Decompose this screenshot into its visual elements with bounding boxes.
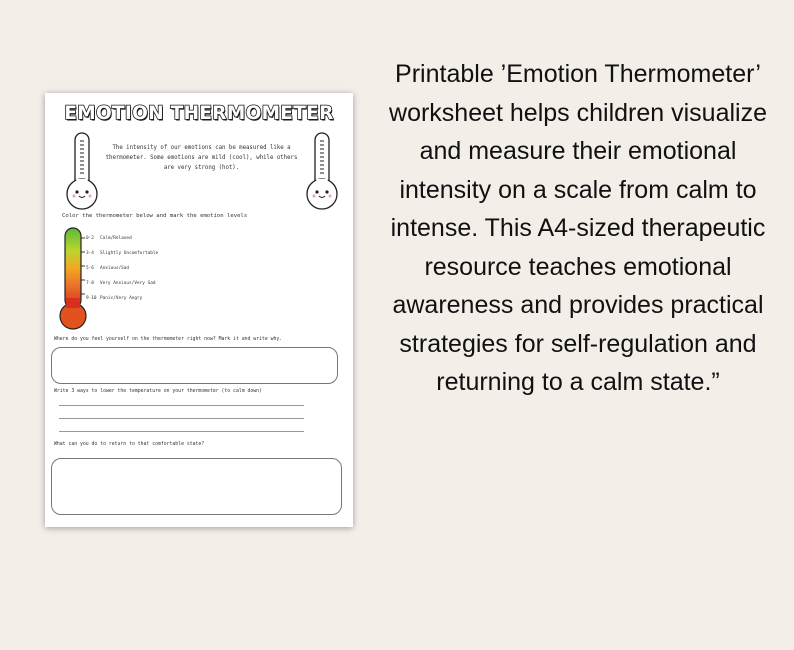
left-thermometer-icon — [62, 131, 102, 211]
intro-text: The intensity of our emotions can be measured like a thermometer. Some emotions are mild (cool), while others are very strong (hot). — [105, 145, 298, 171]
right-thermometer-icon — [302, 131, 342, 211]
answer-box-current-feeling[interactable] — [51, 347, 338, 384]
question-current-feeling: Where do you feel yourself on the thermometer right now? Mark it and write why. — [54, 337, 283, 342]
answer-line-2[interactable] — [59, 418, 304, 419]
level-item — [86, 296, 142, 301]
level-label: Panic/Very Angry — [100, 296, 143, 301]
level-label: Very Anxious/Very Sad — [100, 281, 156, 286]
level-range: 7-8 — [86, 281, 94, 286]
worksheet-preview — [45, 93, 353, 527]
question-calm-down-ways: Write 3 ways to lower the temperature on your thermometer (to calm down) — [54, 389, 262, 394]
level-label: Slightly Uncomfortable — [100, 251, 159, 256]
level-range: 0-2 — [86, 236, 94, 241]
level-label: Anxious/Sad — [100, 266, 130, 271]
level-range: 5-6 — [86, 266, 94, 271]
answer-line-1[interactable] — [59, 405, 304, 406]
answer-box-comfortable-state[interactable] — [51, 458, 342, 515]
coloring-instruction: Color the thermometer below and mark the emotion levels — [62, 213, 248, 219]
level-range: 9-10 — [86, 296, 97, 301]
worksheet-title: EMOTION THERMOMETER — [64, 103, 334, 124]
colored-thermometer — [58, 226, 88, 334]
question-comfortable-state: What can you do to return to that comfortable state? — [54, 442, 205, 447]
level-item — [86, 281, 156, 286]
level-label: Calm/Relaxed — [100, 236, 132, 241]
level-item — [86, 266, 129, 271]
level-item — [86, 251, 158, 256]
answer-line-3[interactable] — [59, 431, 304, 432]
level-range: 3-4 — [86, 251, 94, 256]
level-item — [86, 236, 132, 241]
product-description: Printable ’Emotion Thermometer’ worksheet helps children visualize and measure their emotional intensity on a scale from calm to intense. This A4-sized therapeutic resource teaches emotional awareness and provides practical strategies for self-regulation and returning to a calm state.” — [389, 60, 767, 396]
